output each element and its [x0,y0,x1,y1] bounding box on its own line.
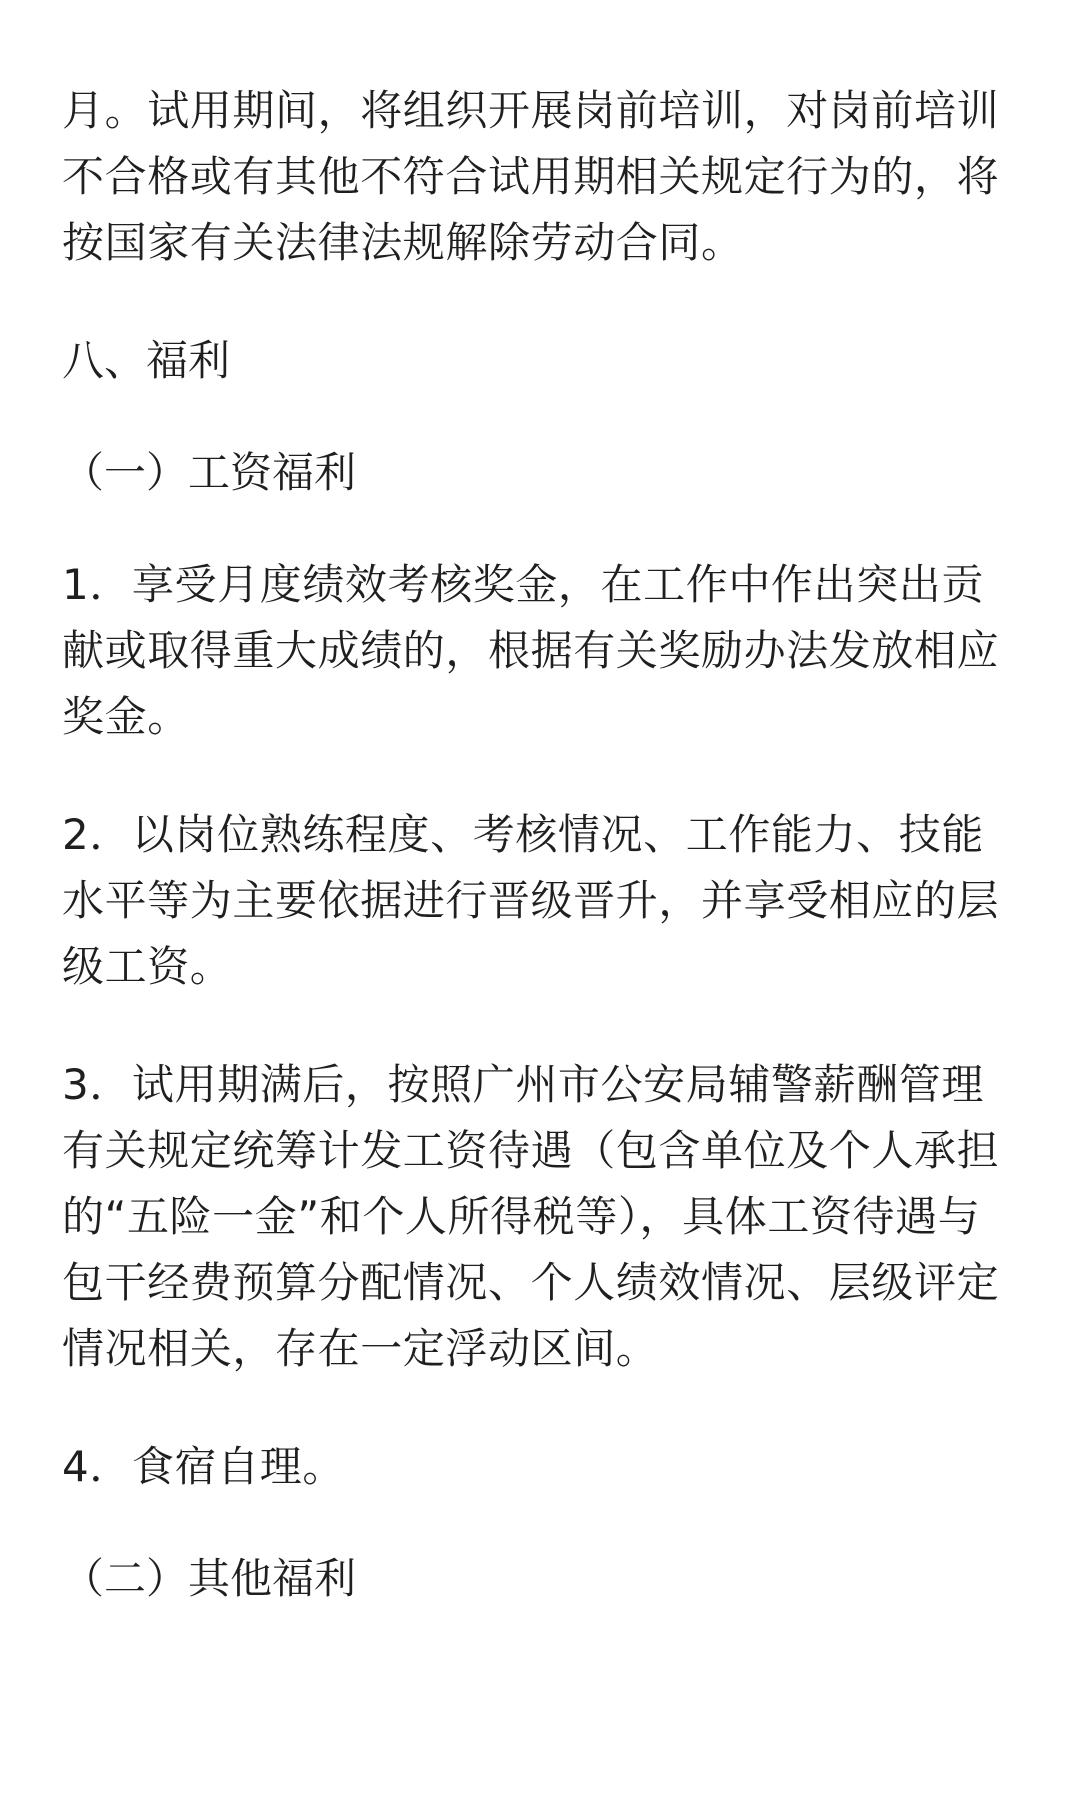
list-item-2 [62,802,1022,1000]
text-line: 2．以岗位熟练程度、考核情况、工作能力、技能 [62,810,984,859]
text-line: 情况相关，存在一定浮动区间。 [62,1324,659,1373]
paragraph-probation [62,78,1022,276]
text-line: 不合格或有其他不符合试用期相关规定行为的，将 [62,152,1000,201]
list-item-1 [62,552,1022,750]
list-item-4: 4．食宿自理。 [62,1442,345,1491]
text-line: 奖金。 [62,692,190,741]
text-line: 有关规定统筹计发工资待遇（包含单位及个人承担 [62,1126,1000,1175]
text-line: 水平等为主要依据进行晋级晋升，并享受相应的层 [62,876,1000,925]
text-line: 3．试用期满后，按照广州市公安局辅警薪酬管理 [62,1060,984,1109]
document-body [62,78,1022,1612]
text-line: 的“五险一金”和个人所得税等），具体工资待遇与 [62,1192,981,1241]
list-item-3 [62,1052,1022,1382]
text-line: 包干经费预算分配情况、个人绩效情况、层级评定 [62,1258,1000,1307]
text-line: 按国家有关法律法规解除劳动合同。 [62,218,744,267]
text-line: 献或取得重大成绩的，根据有关奖励办法发放相应 [62,626,1000,675]
text-line: 1．享受月度绩效考核奖金，在工作中作出突出贡 [62,560,984,609]
subsection-heading-other-welfare: （二）其他福利 [62,1554,357,1603]
text-line: 月。试用期间，将组织开展岗前培训，对岗前培训 [62,86,1000,135]
text-line: 级工资。 [62,942,233,991]
subsection-heading-salary-welfare: （一）工资福利 [62,448,357,497]
section-heading-welfare: 八、福利 [62,336,231,385]
